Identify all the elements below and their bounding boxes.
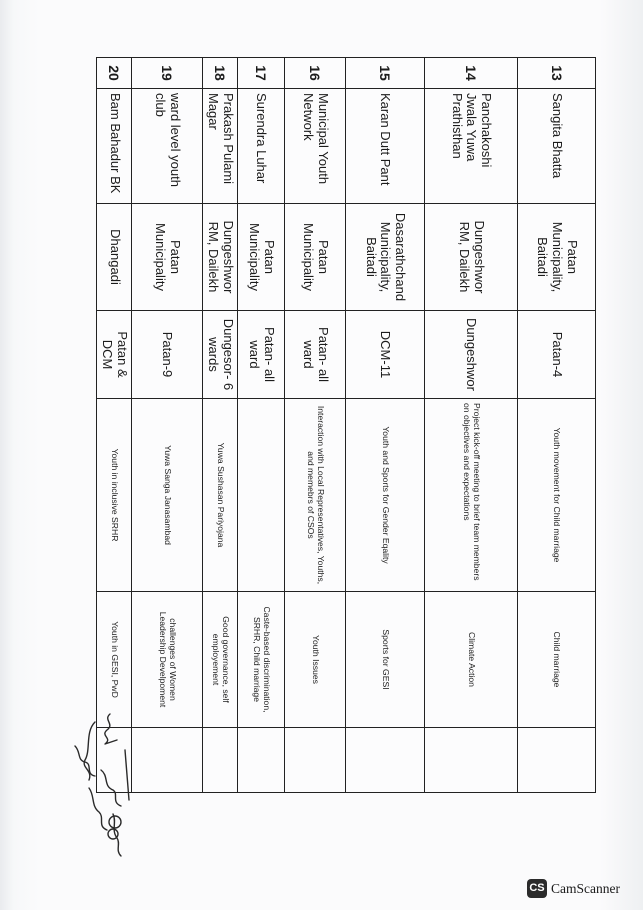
area-cell: Patan- all ward xyxy=(285,311,346,399)
topic-cell: Yuwa Sanga Janasambad xyxy=(132,399,203,592)
theme-cell: Sports for GESI xyxy=(346,592,425,728)
area-cell: Patan- all ward xyxy=(238,311,285,399)
location-cell: Dhangadi xyxy=(97,204,132,311)
location-cell: Patan Municipality xyxy=(285,204,346,311)
signature-icon xyxy=(55,710,135,860)
location-cell: Patan Municipality, Baitadi xyxy=(518,204,596,311)
name-cell: Surendra Luhar xyxy=(238,89,285,204)
name-cell: Sangita Bhatta xyxy=(518,89,596,204)
area-cell: Dungesor- 6 wards xyxy=(203,311,238,399)
blank-cell xyxy=(285,728,346,793)
blank-cell xyxy=(346,728,425,793)
blank-cell xyxy=(238,728,285,793)
topic-cell: Interaction with Local Representatives, Youths, and memebrs of CSOs xyxy=(285,399,346,592)
area-cell: Patan & DCM xyxy=(97,311,132,399)
table-row xyxy=(518,58,596,793)
serial-number-cell: 17 xyxy=(238,58,285,89)
location-cell: Dungeshwor RM, Dailekh xyxy=(203,204,238,311)
area-cell: Patan-4 xyxy=(518,311,596,399)
serial-number-cell: 16 xyxy=(285,58,346,89)
blank-cell xyxy=(425,728,518,793)
theme-cell: challenges of Women Leadership Develpoment xyxy=(132,592,203,728)
theme-cell: Caste-based discrimination, SRHR, Child marriage xyxy=(238,592,285,728)
blank-cell xyxy=(203,728,238,793)
topic-cell: Youth movement for Child marriage xyxy=(518,399,596,592)
area-cell: Patan-9 xyxy=(132,311,203,399)
rotated-table-container xyxy=(100,57,596,713)
theme-cell: Good governance, self employement xyxy=(203,592,238,728)
area-cell: DCM-11 xyxy=(346,311,425,399)
location-cell: Patan Municipality xyxy=(238,204,285,311)
location-cell: Patan Municipality xyxy=(132,204,203,311)
area-cell: Dungeshwor xyxy=(425,311,518,399)
table-row xyxy=(132,58,203,793)
name-cell: Bam Bahadur BK xyxy=(97,89,132,204)
table-row xyxy=(425,58,518,793)
location-cell: Dasarathchand Municipality, Baitadi xyxy=(346,204,425,311)
table-row xyxy=(238,58,285,793)
events-table xyxy=(96,57,596,793)
table-row xyxy=(285,58,346,793)
topic-cell: Yuwa Sushasan Pariyojana xyxy=(203,399,238,592)
topic-cell xyxy=(238,399,285,592)
topic-cell: Project kick-off meeting to brief team members on objectives and expectations xyxy=(425,399,518,592)
serial-number-cell: 20 xyxy=(97,58,132,89)
name-cell: Panchakoshi Jwala Yuwa Prathisthan xyxy=(425,89,518,204)
serial-number-cell: 18 xyxy=(203,58,238,89)
serial-number-cell: 14 xyxy=(425,58,518,89)
blank-cell xyxy=(132,728,203,793)
name-cell: ward level youth club xyxy=(132,89,203,204)
table-row xyxy=(203,58,238,793)
topic-cell: Youth and Sports for Gender Eqality xyxy=(346,399,425,592)
topic-cell: Youth in inclusive SRHR xyxy=(97,399,132,592)
table-row xyxy=(346,58,425,793)
theme-cell: Child marriage xyxy=(518,592,596,728)
location-cell: Dungeshwor RM, Dailekh xyxy=(425,204,518,311)
camscanner-watermark-text: CamScanner xyxy=(551,881,620,896)
name-cell: Prakash Pulami Magar xyxy=(203,89,238,204)
serial-number-cell: 13 xyxy=(518,58,596,89)
camscanner-logo-icon: CS xyxy=(527,879,547,898)
name-cell: Municipal Youth Network xyxy=(285,89,346,204)
serial-number-cell: 19 xyxy=(132,58,203,89)
theme-cell: Youth in GESI, PwD xyxy=(97,592,132,728)
serial-number-cell: 15 xyxy=(346,58,425,89)
blank-cell xyxy=(518,728,596,793)
theme-cell: Youth Issues xyxy=(285,592,346,728)
table-row xyxy=(97,58,132,793)
name-cell: Karan Dutt Pant xyxy=(346,89,425,204)
theme-cell: Climate Action xyxy=(425,592,518,728)
